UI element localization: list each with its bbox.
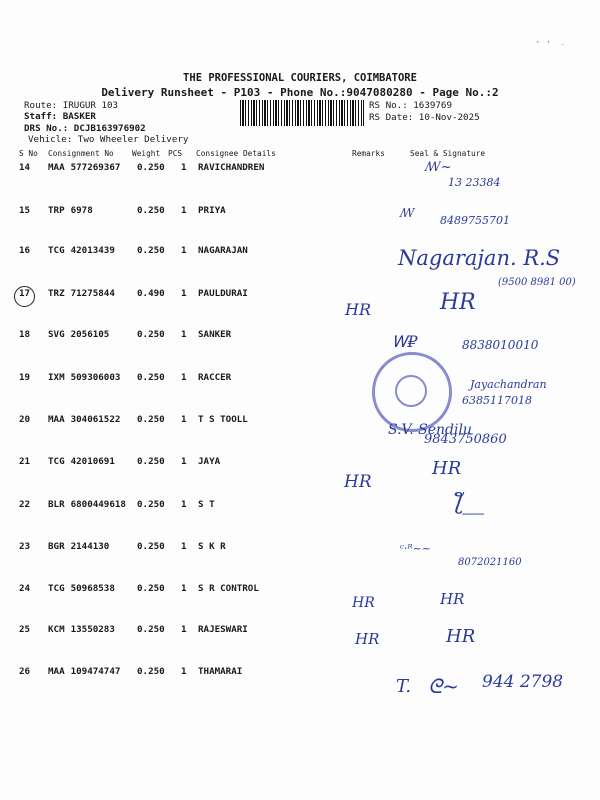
- row-consignee: PRIYA: [198, 205, 226, 216]
- row-route-code: TCG: [48, 245, 65, 256]
- col-consignee: Consignee Details: [196, 149, 276, 158]
- row-consignment-no: [48, 414, 120, 425]
- signature-scribble: ꟿ~: [425, 160, 452, 175]
- handwritten-phone: 8838010010: [462, 338, 539, 352]
- handwritten-phone: 9843750860: [424, 432, 507, 447]
- handwritten-signature: T.: [396, 676, 412, 697]
- route-label: Route: IRUGUR 103: [24, 100, 119, 111]
- scan-speck: ˙: [560, 44, 566, 54]
- row-consignment-no: [48, 245, 115, 256]
- row-weight: 0.250: [137, 245, 165, 256]
- table-row: [0, 624, 600, 644]
- row-consignee: SANKER: [198, 329, 232, 340]
- row-consignment-no: [48, 499, 126, 510]
- row-consignee: RAJESWARI: [198, 624, 248, 635]
- handwritten-signature: HR: [446, 626, 476, 647]
- handwritten-remark: HR: [345, 300, 371, 319]
- col-pcs: PCS: [168, 149, 183, 158]
- row-consignment-no: [48, 162, 120, 173]
- row-sno: 18: [19, 329, 31, 340]
- row-consignee: S K R: [198, 541, 226, 552]
- row-consignment-no: [48, 666, 120, 677]
- row-weight: 0.250: [137, 372, 165, 383]
- runsheet-title: Delivery Runsheet - P103 - Phone No.:9047080280 - Page No.:2: [101, 86, 499, 99]
- row-number: 42013439: [70, 245, 115, 256]
- row-pcs: 1: [181, 583, 187, 594]
- row-sno: 20: [19, 414, 31, 425]
- row-consignment-no: [48, 583, 115, 594]
- row-pcs: 1: [181, 541, 187, 552]
- row-consignment-no: [48, 456, 115, 467]
- row-pcs: 1: [181, 624, 187, 635]
- row-number: 50968538: [70, 583, 115, 594]
- row-route-code: MAA: [48, 162, 65, 173]
- col-seal-signature: Seal & Signature: [410, 149, 486, 158]
- row-sno: 15: [19, 205, 31, 216]
- handwritten-signature: S.V. Sendilu: [388, 422, 472, 438]
- row-sno: 21: [19, 456, 31, 467]
- row-consignment-no: [48, 624, 115, 635]
- row-consignee: T S TOOLL: [198, 414, 248, 425]
- row-pcs: 1: [181, 245, 187, 256]
- handwritten-note: 13 23384: [448, 176, 501, 189]
- row-consignee: THAMARAI: [198, 666, 243, 677]
- table-row: [0, 288, 600, 308]
- col-sno: S No: [19, 149, 38, 158]
- row-route-code: TCG: [48, 456, 65, 467]
- row-weight: 0.250: [137, 456, 165, 467]
- row-weight: 0.250: [137, 583, 165, 594]
- row-number: 6800449618: [70, 499, 126, 510]
- row-sno: 23: [19, 541, 31, 552]
- handwritten-remark: HR: [355, 630, 380, 648]
- row-consignment-no: [48, 329, 109, 340]
- row-route-code: BLR: [48, 499, 65, 510]
- signature-scribble: ᘓ~: [428, 674, 459, 698]
- row-weight: 0.490: [137, 288, 165, 299]
- table-row: [0, 162, 600, 182]
- row-number: 509306003: [70, 372, 121, 383]
- row-consignment-no: [48, 205, 93, 216]
- row-pcs: 1: [181, 329, 187, 340]
- handwritten-signature: HR: [440, 290, 476, 315]
- row-route-code: BGR: [48, 541, 65, 552]
- row-weight: 0.250: [137, 666, 165, 677]
- drs-label: DRS No.: DCJB163976902: [24, 123, 146, 134]
- row-consignee: NAGARAJAN: [198, 245, 248, 256]
- circled-row-marker: [14, 286, 35, 307]
- table-row: [0, 456, 600, 476]
- handwritten-phone: 6385117018: [462, 394, 532, 407]
- row-weight: 0.250: [137, 329, 165, 340]
- row-number: 577269367: [70, 162, 121, 173]
- row-route-code: TRP: [48, 205, 65, 216]
- staff-label: Staff: BASKER: [24, 111, 96, 122]
- vehicle-label: Vehicle: Two Wheeler Delivery: [28, 134, 189, 145]
- row-consignee: S T: [198, 499, 215, 510]
- row-weight: 0.250: [137, 624, 165, 635]
- row-pcs: 1: [181, 414, 187, 425]
- row-sno: 26: [19, 666, 31, 677]
- row-route-code: SVG: [48, 329, 65, 340]
- table-row: [0, 414, 600, 434]
- row-route-code: MAA: [48, 666, 65, 677]
- handwritten-signature: HR: [432, 458, 462, 479]
- barcode: [240, 100, 364, 126]
- handwritten-signature: Nagarajan. R.S: [398, 246, 561, 270]
- signature-scribble: ᶜ·ᴿ~~: [400, 542, 432, 555]
- row-number: 109474747: [70, 666, 121, 677]
- row-pcs: 1: [181, 372, 187, 383]
- row-number: 2056105: [70, 329, 110, 340]
- handwritten-phone: 944 2798: [482, 672, 564, 692]
- row-sno: 25: [19, 624, 31, 635]
- handwritten-phone: 8072021160: [458, 557, 522, 568]
- handwritten-remark: HR: [352, 595, 375, 611]
- row-consignee: S R CONTROL: [198, 583, 259, 594]
- row-number: 2144130: [70, 541, 110, 552]
- row-number: 6978: [70, 205, 93, 216]
- row-consignee: JAYA: [198, 456, 221, 467]
- row-pcs: 1: [181, 205, 187, 216]
- row-number: 71275844: [70, 288, 115, 299]
- col-remarks: Remarks: [352, 149, 385, 158]
- table-row: [0, 583, 600, 603]
- row-pcs: 1: [181, 288, 187, 299]
- col-weight: Weight: [132, 149, 161, 158]
- row-number: 13550283: [70, 624, 115, 635]
- row-route-code: MAA: [48, 414, 65, 425]
- row-weight: 0.250: [137, 499, 165, 510]
- row-sno: 24: [19, 583, 31, 594]
- row-consignment-no: [48, 288, 115, 299]
- row-sno: 14: [19, 162, 31, 173]
- row-consignment-no: [48, 372, 120, 383]
- row-consignment-no: [48, 541, 109, 552]
- table-row: [0, 205, 600, 225]
- row-sno: 17: [19, 288, 31, 299]
- row-weight: 0.250: [137, 162, 165, 173]
- row-sno: 16: [19, 245, 31, 256]
- row-consignee: PAULDURAI: [198, 288, 248, 299]
- row-route-code: TCG: [48, 583, 65, 594]
- handwritten-signature: HR: [440, 590, 465, 608]
- handwritten-remark: HR: [344, 472, 372, 492]
- rs-number: RS No.: 1639769: [369, 100, 452, 111]
- row-pcs: 1: [181, 499, 187, 510]
- row-pcs: 1: [181, 456, 187, 467]
- row-sno: 22: [19, 499, 31, 510]
- row-weight: 0.250: [137, 414, 165, 425]
- signature-scribble: ꟿ: [400, 206, 415, 220]
- seal-stamp: [372, 352, 452, 432]
- row-weight: 0.250: [137, 541, 165, 552]
- row-route-code: TRZ: [48, 288, 65, 299]
- signature-scribble: Ꮃ₽: [392, 332, 418, 351]
- signature-scribble: ƪ__: [455, 490, 485, 515]
- row-route-code: KCM: [48, 624, 65, 635]
- rs-date: RS Date: 10-Nov-2025: [369, 112, 480, 123]
- handwritten-phone: (9500 8981 00): [498, 277, 576, 288]
- row-number: 304061522: [70, 414, 121, 425]
- company-title: THE PROFESSIONAL COURIERS, COIMBATORE: [183, 72, 417, 84]
- row-pcs: 1: [181, 162, 187, 173]
- table-row: [0, 499, 600, 519]
- row-pcs: 1: [181, 666, 187, 677]
- row-weight: 0.250: [137, 205, 165, 216]
- col-consignment: Consignment No: [48, 149, 114, 158]
- handwritten-phone: 8489755701: [440, 214, 510, 227]
- row-consignee: RAVICHANDREN: [198, 162, 265, 173]
- row-number: 42010691: [70, 456, 115, 467]
- handwritten-name: Jayachandran: [470, 378, 547, 391]
- row-route-code: IXM: [48, 372, 65, 383]
- scan-speck: · ·: [535, 38, 552, 48]
- row-consignee: RACCER: [198, 372, 232, 383]
- row-sno: 19: [19, 372, 31, 383]
